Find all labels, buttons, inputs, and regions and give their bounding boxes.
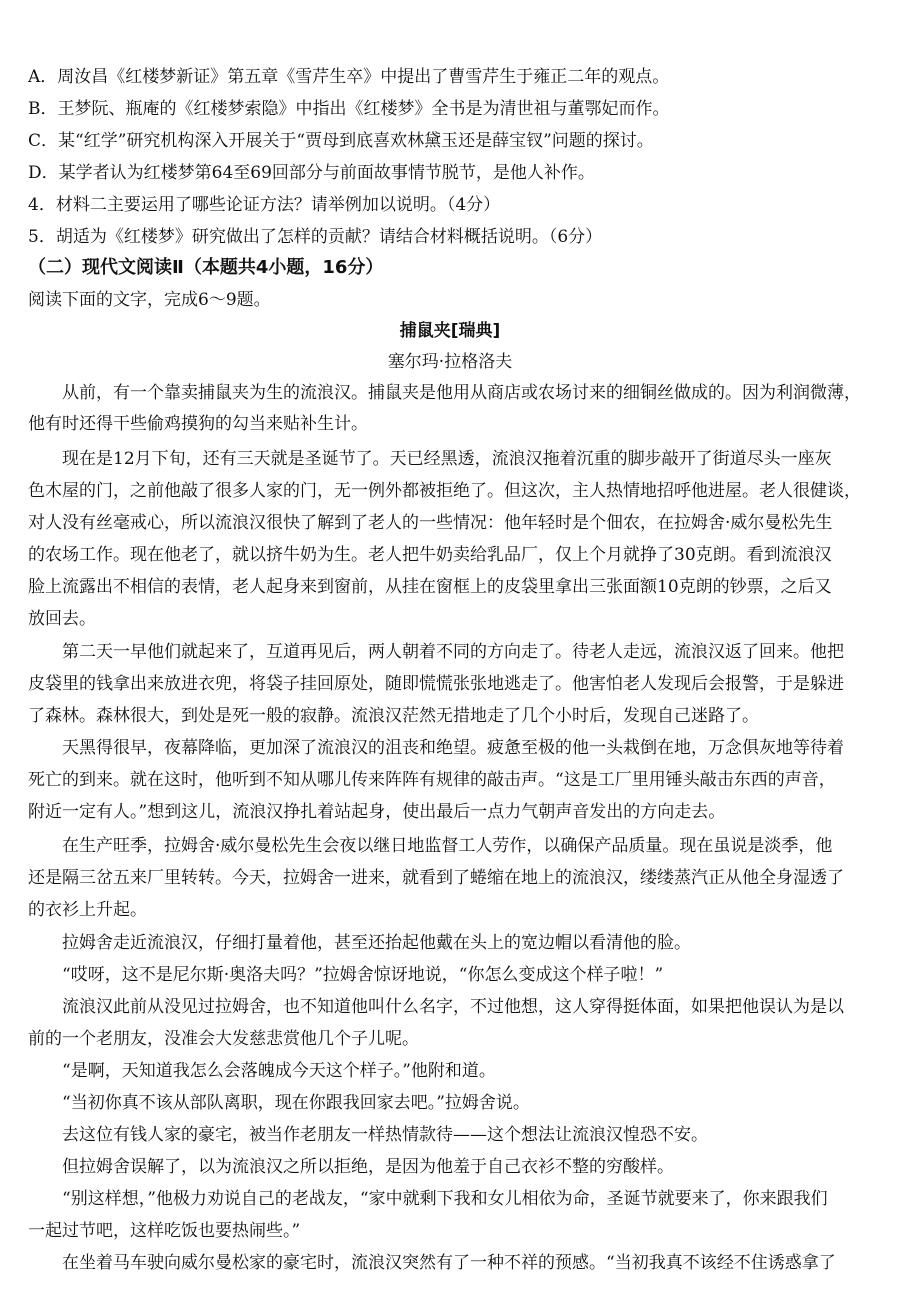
story-line: 放回去。 (28, 609, 96, 629)
story-title: 捕鼠夹[瑞典] (399, 321, 501, 341)
section-instruction: 阅读下面的文字，完成6～9题。 (28, 290, 271, 310)
story-line: 在生产旺季，拉姆舍·威尔曼松先生会夜以继日地监督工人劳作，以确保产品质量。现在虽说是淡季，他 (62, 836, 833, 856)
story-line: “当初你真不该从部队离职，现在你跟我回家去吧。”拉姆舍说。 (62, 1093, 530, 1113)
story-author: 塞尔玛·拉格洛夫 (387, 352, 513, 372)
section-heading: （二）现代文阅读Ⅱ（本题共4小题，16分） (28, 257, 384, 278)
story-line: 附近一定有人。”想到这儿，流浪汉挣扎着站起身，使出最后一点力气朝声音发出的方向走去。 (28, 802, 726, 822)
story-line: 的农场工作。现在他老了，就以挤牛奶为生。老人把牛奶卖给乳品厂，仅上个月就挣了30克朗。看到流浪汉 (28, 545, 832, 565)
story-line: 脸上流露出不相信的表情，老人起身来到窗前，从挂在窗框上的皮袋里拿出三张面额10克朗的钞票，之后又 (28, 577, 832, 597)
story-line: 了森林。森林很大，到处是死一般的寂静。流浪汉茫然无措地走了几个小时后，发现自己迷路了。 (28, 706, 759, 726)
story-line: 天黑得很早，夜幕降临，更加深了流浪汉的沮丧和绝望。疲惫至极的他一头栽倒在地，万念俱灰地等待着 (62, 738, 844, 758)
option-c: C．某“红学”研究机构深入开展关于“贾母到底喜欢林黛玉还是薛宝钗”问题的探讨。 (28, 131, 654, 151)
option-a: A．周汝昌《红楼梦新证》第五章《雪芹生卒》中提出了曹雪芹生于雍正二年的观点。 (28, 67, 670, 87)
story-line: 一起过节吧，这样吃饭也要热闹些。” (28, 1221, 301, 1241)
story-line: 但拉姆舍误解了，以为流浪汉之所以拒绝，是因为他羞于自己衣衫不整的穷酸样。 (62, 1157, 674, 1177)
question-4: 4．材料二主要运用了哪些论证方法？请举例加以说明。（4分） (28, 195, 501, 215)
option-b: B．王梦阮、瓶庵的《红楼梦索隐》中指出《红楼梦》全书是为清世祖与董鄂妃而作。 (28, 99, 670, 119)
story-line: “哎呀，这不是尼尔斯·奥洛夫吗？”拉姆舍惊讶地说，“你怎么变成这个样子啦！” (62, 965, 664, 985)
story-line: 色木屋的门，之前他敲了很多人家的门，无一例外都被拒绝了。但这次，主人热情地招呼他进屋。老人很健谈， (28, 481, 861, 501)
story-line: 的衣衫上升起。 (28, 900, 147, 920)
story-line: 流浪汉此前从没见过拉姆舍，也不知道他叫什么名字，不过他想，这人穿得挺体面，如果把他误认为是以 (62, 997, 844, 1017)
story-line: “别这样想，”他极力劝说自己的老战友，“家中就剩下我和女儿相依为命，圣诞节就要来了，你来跟我们 (62, 1189, 828, 1209)
story-line: 拉姆舍走近流浪汉，仔细打量着他，甚至还抬起他戴在头上的宽边帽以看清他的脸。 (62, 933, 691, 953)
story-line: 还是隔三岔五来厂里转转。今天，拉姆舍一进来，就看到了蜷缩在地上的流浪汉，缕缕蒸汽正从他全身湿透了 (28, 868, 844, 888)
story-line: 第二天一早他们就起来了，互道再见后，两人朝着不同的方向走了。待老人走远，流浪汉返了回来。他把 (62, 642, 844, 662)
option-d: D．某学者认为红楼梦第64至69回部分与前面故事情节脱节，是他人补作。 (28, 163, 595, 183)
story-line: 他有时还得干些偷鸡摸狗的勾当来贴补生计。 (28, 414, 368, 434)
story-line: 在坐着马车驶向威尔曼松家的豪宅时，流浪汉突然有了一种不祥的预感。“当初我真不该经不住诱惑拿了 (62, 1253, 836, 1273)
story-line: 从前，有一个靠卖捕鼠夹为生的流浪汉。捕鼠夹是他用从商店或农场讨来的细铜丝做成的。因为利润微薄， (62, 383, 861, 403)
story-line: 前的一个老朋友，没准会大发慈悲赏他几个子儿呢。 (28, 1029, 419, 1049)
question-5: 5．胡适为《红楼梦》研究做出了怎样的贡献？请结合材料概括说明。（6分） (28, 227, 603, 247)
story-line: 现在是12月下旬，还有三天就是圣诞节了。天已经黑透，流浪汉拖着沉重的脚步敲开了街道尽头一座灰 (62, 449, 832, 469)
story-line: 皮袋里的钱拿出来放进衣兜，将袋子挂回原处，随即慌慌张张地逃走了。他害怕老人发现后会报警，于是躲进 (28, 674, 844, 694)
story-line: “是啊，天知道我怎么会落魄成今天这个样子。”他附和道。 (62, 1061, 496, 1081)
story-line: 死亡的到来。就在这时，他听到不知从哪儿传来阵阵有规律的敲击声。“这是工厂里用锤头敲击东西的声音， (28, 770, 836, 790)
story-line: 对人没有丝毫戒心，所以流浪汉很快了解到了老人的一些情况：他年轻时是个佃农，在拉姆舍·威尔曼松先生 (28, 513, 833, 533)
story-line: 去这位有钱人家的豪宅，被当作老朋友一样热情款待——这个想法让流浪汉惶恐不安。 (62, 1125, 708, 1145)
